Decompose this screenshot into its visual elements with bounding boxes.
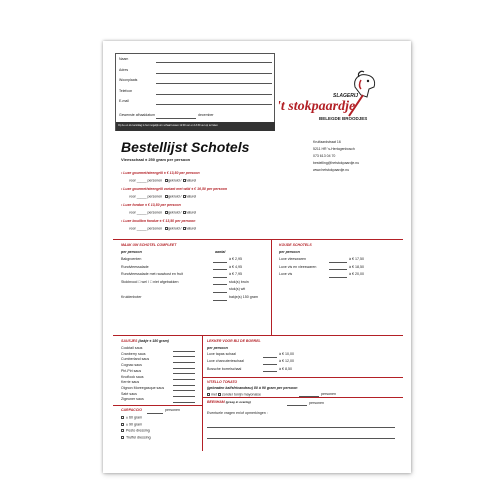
carpaccio-checkbox[interactable] — [121, 416, 124, 419]
saus-item-name: Cognac saus — [121, 363, 142, 368]
saus-aantal-input[interactable] — [173, 379, 195, 380]
koude-item-name: Luxe vleeswaren — [279, 257, 306, 261]
koude-item-price: à € 18,50 — [349, 264, 364, 269]
contact-field-input[interactable] — [156, 104, 272, 105]
saus-aantal-input[interactable] — [173, 402, 195, 403]
compleet-item-price: à € 4,95 — [229, 264, 242, 269]
carpaccio-option: Pesto dressing — [121, 429, 150, 433]
compleet-aantal-input[interactable] — [213, 300, 227, 301]
borrel-item-name: Luxe charcuterieschaal — [207, 359, 244, 364]
contact-field-label: E-mail — [119, 99, 129, 103]
remarks-label: Eventuele vragen en/of opmerkingen : — [207, 411, 268, 415]
borrel-item-price: à € 8,50 — [279, 366, 292, 371]
vitello-zonder-checkbox[interactable] — [218, 393, 221, 396]
address-line: bestelling@hetstokpaardje.nu — [313, 161, 360, 165]
koude-per: per persoon — [279, 250, 300, 254]
saus-aantal-input[interactable] — [173, 362, 195, 363]
koude-item-name: Luxe vis en vleeswaren — [279, 264, 317, 269]
koude-item-price: à € 17,50 — [349, 257, 364, 261]
compleet-aantal-input[interactable] — [213, 262, 227, 263]
saus-item-name: Cocktail saus — [121, 346, 143, 350]
saus-aantal-input[interactable] — [173, 368, 195, 369]
address-line: 073 613 04 70 — [313, 154, 336, 158]
compleet-aantal-input[interactable] — [213, 292, 227, 293]
address-line: Kruifaardstraat 16 — [313, 140, 341, 144]
compleet-item-name: Rundvleessalade met rauwkost en fruit — [121, 272, 183, 277]
koude-aantal-input[interactable] — [329, 269, 347, 270]
saus-aantal-input[interactable] — [173, 356, 195, 357]
compleet-item-name: Rundvleessalade — [121, 264, 149, 269]
saus-aantal-input[interactable] — [173, 351, 195, 352]
carpaccio-personen: personen — [165, 408, 180, 412]
saus-item-name: Saté saus — [121, 391, 137, 396]
compleet-item-price: bakje(s) 150 gram — [229, 295, 258, 299]
vitello-sub: (gebraden kalfsfricandeau) 80 à 90 gram per persoon — [207, 386, 298, 390]
borrel-item-name: Bossche borrelschaal — [207, 366, 242, 371]
vitello-title: VITELLO TONATO — [207, 380, 238, 384]
saus-aantal-input[interactable] — [173, 373, 195, 374]
compleet-item-name: Bakgroenten — [121, 257, 142, 261]
carpaccio-checkbox[interactable] — [121, 429, 124, 432]
address-line: www.hetstokpaardje.nu — [313, 168, 350, 172]
vitello-met-checkbox[interactable] — [207, 393, 210, 396]
saus-item-name: Zigeuner saus — [121, 397, 144, 402]
saus-item-name: Cumberland saus — [121, 357, 150, 362]
borrel-aantal-input[interactable] — [263, 357, 277, 358]
koude-title: KOUDE SCHOTELS — [279, 243, 312, 247]
borrel-per: per persoon — [207, 346, 228, 350]
saus-item-name: Piri-Piri saus — [121, 368, 142, 373]
compleet-item-price: à € 7,95 — [229, 272, 242, 277]
page-subtitle: Vleesschaal ± 250 gram per persoon — [121, 157, 191, 162]
brand-top: SLAGERIJ — [333, 93, 359, 99]
contact-field-label: Telefoon — [119, 88, 133, 93]
contact-field-input[interactable] — [156, 83, 272, 84]
borrel-item-price: à € 12,00 — [279, 359, 294, 364]
carpaccio-title: CARPACCIO — [121, 408, 142, 412]
saus-aantal-input[interactable] — [173, 396, 195, 397]
schotel-name: • Luxe fondue ± € 13,50 per persoon — [121, 204, 181, 208]
carpaccio-option: ± 90 gram — [121, 423, 142, 427]
koude-aantal-input[interactable] — [329, 262, 347, 263]
schotel-order-line: voor _____ personen gekruid / naturel — [129, 178, 197, 183]
brand-name: 't stokpaardje — [277, 99, 356, 114]
vitello-options: met zonder tonijn mayonaise — [207, 393, 261, 397]
vitello-personen: personen — [321, 392, 336, 396]
contact-field-label: Woonplaats — [119, 78, 138, 82]
compleet-aantal-input[interactable] — [213, 269, 227, 270]
koude-aantal-input[interactable] — [329, 277, 347, 278]
borrel-item-name: Luxe tapas schaal — [207, 352, 236, 356]
brand-logo — [279, 75, 401, 135]
compleet-title: MAAK UW SCHOTEL COMPLEET — [121, 243, 177, 247]
address-line: 5211 HR 's-Hertogenbosch — [313, 147, 355, 151]
carpaccio-checkbox[interactable] — [121, 423, 124, 426]
schotel-order-line: voor _____ personen gekruid / naturel — [129, 226, 197, 231]
borrel-title: LEKKER VOOR BIJ DE BORREL — [207, 339, 261, 343]
saus-aantal-input[interactable] — [173, 390, 195, 391]
borrel-aantal-input[interactable] — [263, 371, 277, 372]
remarks-line-2[interactable] — [207, 438, 395, 439]
beenham-personen: personen — [309, 401, 324, 405]
contact-field-input[interactable] — [156, 73, 272, 74]
brand-address — [313, 141, 408, 181]
borrel-item-price: à € 10,00 — [279, 352, 294, 356]
schotel-name: • Luxe bouillon fondue ± € 13,50 per persoon — [121, 220, 195, 224]
schotel-order-line: voor _____ personen gekruid / naturel — [129, 210, 197, 215]
saus-item-name: Kerrie saus — [121, 380, 140, 385]
compleet-item-price: à € 2,95 — [229, 257, 242, 261]
carpaccio-option: ± 60 gram — [121, 416, 142, 420]
saus-aantal-input[interactable] — [173, 385, 195, 386]
contact-field-input[interactable] — [156, 94, 272, 95]
compleet-aantal-input[interactable] — [213, 277, 227, 278]
delivery-date-label: Gewenste afhaaldatum — [119, 113, 155, 117]
koude-item-price: à € 20,00 — [349, 272, 364, 277]
contact-field-label: Adres — [119, 67, 129, 72]
saus-item-name: Cranberry saus — [121, 351, 146, 356]
borrel-aantal-input[interactable] — [263, 364, 277, 365]
schotel-name: • Luxe gourmet/steengrill ± € 13,50 per persoon — [121, 172, 200, 176]
compleet-aantal-input[interactable] — [213, 284, 227, 285]
contact-form-box — [115, 53, 275, 131]
order-form-sheet — [103, 41, 411, 473]
compleet-item-price: stuk(s) bruin — [229, 279, 249, 284]
remarks-line-1[interactable] — [207, 427, 395, 428]
saus-item-name: Oignon Moreegasque saus — [121, 385, 165, 390]
page-title: Bestellijst Schotels — [121, 139, 250, 155]
saus-item-name: Knoflook saus — [121, 374, 144, 379]
koude-item-name: Luxe vis — [279, 272, 293, 277]
compleet-item-price: stuk(s) wit — [229, 287, 246, 292]
contact-field-label: Naam — [119, 57, 129, 61]
compleet-item-name: Stokbrood □ wel / □ niet afgebakken — [121, 279, 179, 284]
brand-sub: BELEGDE BROODJES — [319, 116, 368, 121]
notice-text: Op 1e en 2e kerstdag is het mogelijk om schaal tussen 12:00 uur en 13:30 uur op te halen — [118, 124, 218, 127]
compleet-aantal: aantal — [215, 250, 226, 254]
carpaccio-checkbox[interactable] — [121, 436, 124, 439]
beenham-title: BEENHAM (graag in overleg) — [207, 400, 251, 404]
compleet-per: per persoon — [121, 250, 142, 254]
compleet-item-name: Kruidenboter — [121, 295, 142, 299]
delivery-month: december — [198, 113, 214, 117]
schotel-name: • Luxe gourmet/steengrill variant met wild ± € 16,50 per persoon — [121, 188, 227, 192]
contact-field-input[interactable] — [156, 62, 272, 63]
carpaccio-option: Truffel dressing — [121, 436, 151, 440]
schotel-order-line: voor _____ personen gekruid / naturel — [129, 194, 197, 199]
sauzen-title: SAUSJES (bakje ± 180 gram) — [121, 339, 169, 343]
